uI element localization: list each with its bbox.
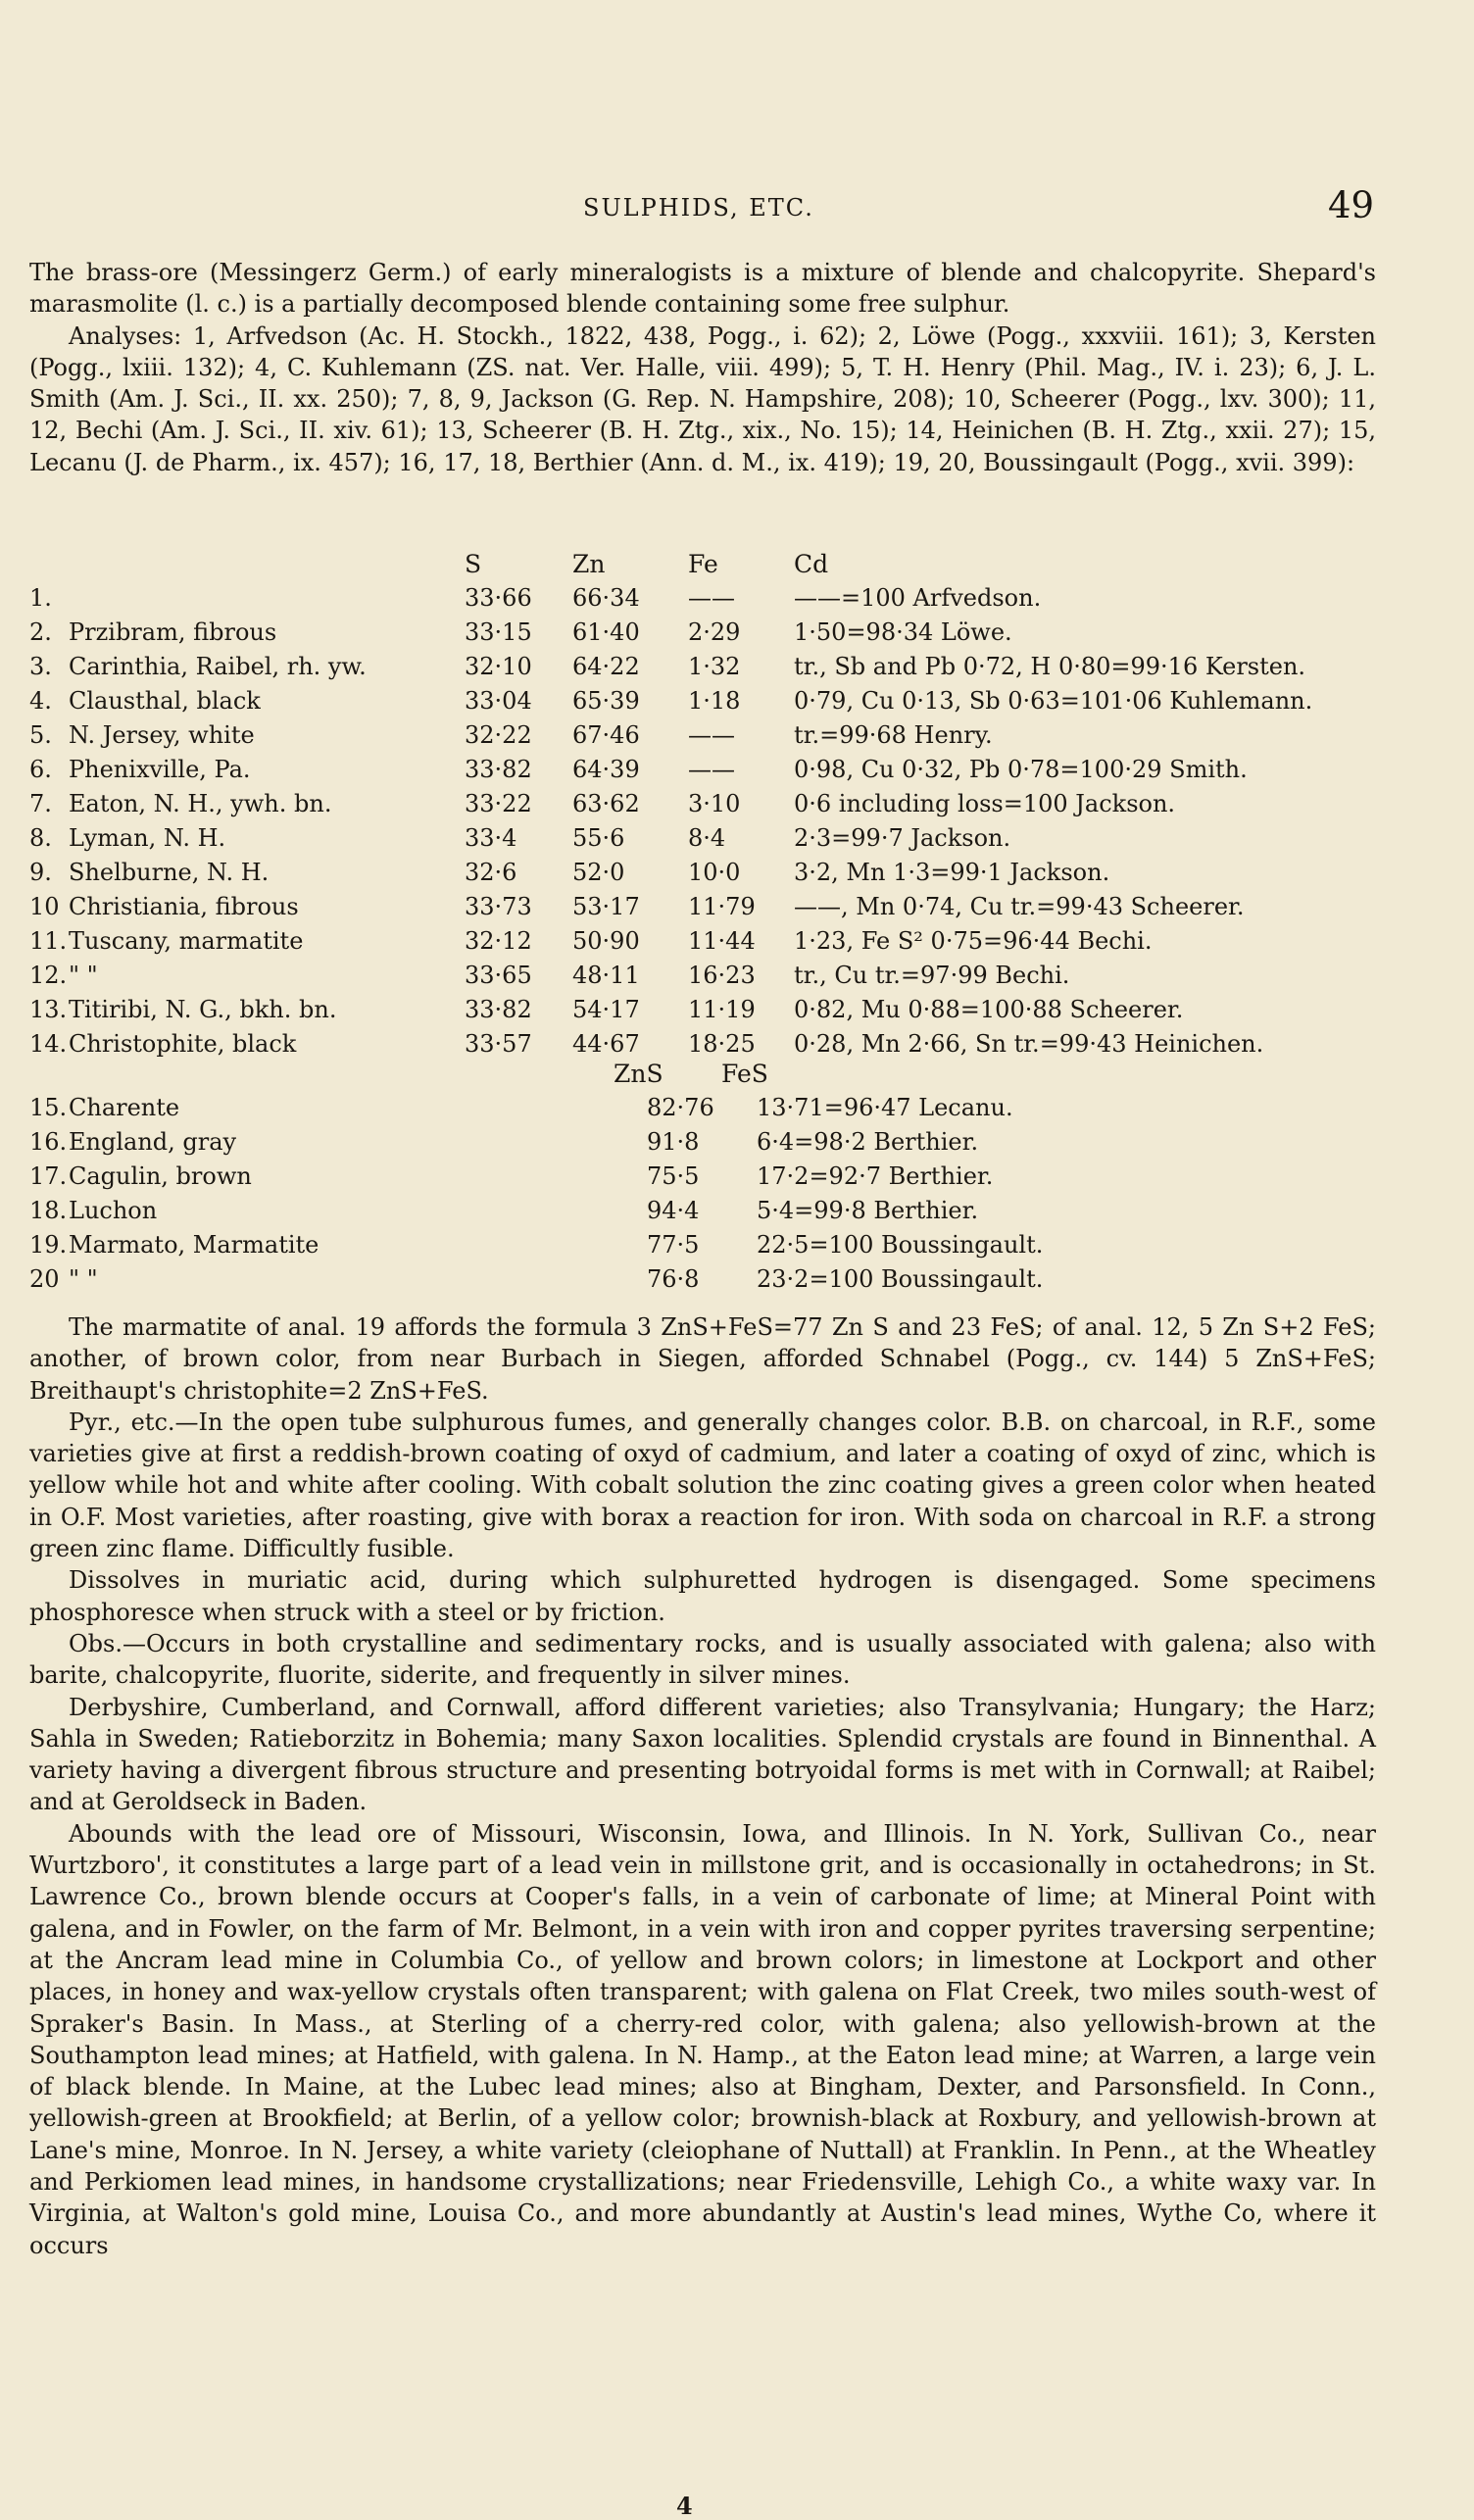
table-cell: 10 [29,893,60,920]
table-cell: 33·82 [465,756,532,783]
table-cell: 55·6 [572,824,625,852]
table-cell: 76·8 [647,1265,700,1293]
col-header-fe: Fe [688,550,718,578]
table-row [29,718,1312,753]
table-cell [29,547,69,581]
table-cell: Lyman, N. H. [69,824,226,852]
table-cell: 14. [29,1030,68,1058]
table-cell: 16. [29,1128,68,1156]
table-cell: 1·50=98·34 Löwe. [794,618,1012,646]
table-cell: 9. [29,859,52,886]
table-cell: 20 [29,1265,60,1293]
table-cell: 33·82 [465,996,532,1023]
signature-mark: 4 [676,2492,693,2520]
table-cell: Christophite, black [69,1030,297,1058]
table-cell: 11·19 [688,996,756,1023]
table-row [29,1091,1043,1125]
table-cell: 2. [29,618,52,646]
table-cell: 91·8 [647,1128,700,1156]
table-cell: 33·73 [465,893,532,920]
col-header-fes: FeS [721,1060,768,1088]
table-cell: " " [69,1265,98,1293]
table-cell: 75·5 [647,1162,700,1190]
table-cell: N. Jersey, white [69,721,255,749]
table-cell: 32·12 [465,927,532,955]
table-cell: 77·5 [647,1231,700,1259]
table-cell: 33·57 [465,1030,532,1058]
table-cell: 5. [29,721,52,749]
table-cell: 2·3=99·7 Jackson. [794,824,1011,852]
table-row [29,890,1312,924]
table-cell: 1·32 [688,653,741,680]
table-cell: 3·2, Mn 1·3=99·1 Jackson. [794,859,1110,886]
table-row [29,650,1312,684]
table-cell: 7. [29,790,52,817]
table-cell: Luchon [69,1197,158,1224]
table-row [29,616,1312,650]
table-cell: 33·65 [465,962,532,989]
table-cell: 32·10 [465,653,532,680]
table-cell: 33·15 [465,618,532,646]
table-cell: Przibram, fibrous [69,618,277,646]
table-cell: 32·22 [465,721,532,749]
table-row [29,1194,1043,1228]
table-row [29,1262,1043,1297]
table-cell: 4. [29,687,52,715]
paragraph-abounds: Abounds with the lead ore of Missouri, Wisconsin, Iowa, and Illinois. In N. York, Sullivan Co., near Wurtzboro', it constitutes a large part of a lead vein in millstone grit, and is occasionally in octahedrons; in St. Lawrence Co., brown blende occurs at Cooper's falls, in a vein of carbonate of lime; at Mineral Point with galena, and in Fowler, on the farm of Mr. Belmont, in a vein with iron and copper pyrites traversing serpentine; at the Ancram lead mine in Columbia Co., of yellow and brown colors; in limestone at Lockport and other places, in honey and wax-yellow crystals often transparent; with galena on Flat Creek, two miles south-west of Spraker's Basin. In Mass., at Sterling of a cherry-red color, with galena; also yellowish-brown at the Southampton lead mines; at Hatfield, with galena. In N. Hamp., at the Eaton lead mine; at Warren, a large vein of black blende. In Maine, at the Lubec lead mines; also at Bingham, Dexter, and Parsonsfield. In Conn., yellowish-green at Brookfield; at Berlin, of a yellow color; brownish-black at Roxbury, and yellowish-brown at Lane's mine, Monroe. In N. Jersey, a white variety (cleiophane of Nuttall) at Franklin. In Penn., at the Wheatley and Perkiomen lead mines, in handsome crystallizations; near Friedensville, Lehigh Co., a white waxy var. In Virginia, at Walton's gold mine, Louisa Co., and more abundantly at Austin's lead mines, Wythe Co, where it occurs [29,1819,1376,2259]
table-cell: 82·76 [647,1094,714,1121]
paragraph-analyses: Analyses: 1, Arfvedson (Ac. H. Stockh., 1822, 438, Pogg., i. 62); 2, Löwe (Pogg., xxxviii. 161); 3, Kersten (Pogg., lxiii. 132); 4, C. Kuhlemann (ZS. nat. Ver. Halle, viii. 499); 5, T. H. Henry (Phil. Mag., IV. i. 23); 6, J. L. Smith (Am. J. Sci., II. xx. 250); 7, 8, 9, Jackson (G. Rep. N. Hampshire, 208); 10, Scheerer (Pogg., lxv. 300); 11, 12, Bechi (Am. J. Sci., II. xiv. 61); 13, Scheerer (B. H. Ztg., xix., No. 15); 14, Heinichen (B. H. Ztg., xxii. 27); 15, Lecanu (J. de Pharm., ix. 457); 16, 17, 18, Berthier (Ann. d. M., ix. 419); 19, 20, Boussingault (Pogg., xvii. 399): [29,321,1376,476]
table-cell: 33·4 [465,824,517,852]
table-cell: ——=100 Arfvedson. [794,584,1042,612]
paragraph-derbyshire: Derbyshire, Cumberland, and Cornwall, afford different varieties; also Transylvania; Hungary; the Harz; Sahla in Sweden; Ratieborzitz in Bohemia; many Saxon localities. Splendid crystals are found in Binnenthal. A variety having a divergent fibrous structure and presenting botryoidal forms is met with in Cornwall; at Raibel; and at Geroldseck in Baden. [29,1693,1376,1816]
table-row [29,684,1312,718]
table-cell: 0·28, Mn 2·66, Sn tr.=99·43 Heinichen. [794,1030,1264,1058]
table-cell: 67·46 [572,721,640,749]
table-cell: 52·0 [572,859,625,886]
table-cell: 32·6 [465,859,517,886]
table-cell: 1·18 [688,687,741,715]
table-cell: ——, Mn 0·74, Cu tr.=99·43 Scheerer. [794,893,1245,920]
table-cell: Christiania, fibrous [69,893,299,920]
table-cell: 17. [29,1162,68,1190]
table-cell: " " [69,962,98,989]
table-cell: 33·66 [465,584,532,612]
table-cell: 16·23 [688,962,756,989]
table-cell: 6·4=98·2 Berthier. [757,1128,979,1156]
page-number: 49 [1328,184,1375,226]
col-header-cd: Cd [794,550,829,578]
table-cell: 12. [29,962,68,989]
table-row [29,993,1312,1027]
table-header-row [29,1057,768,1091]
table-cell: England, gray [69,1128,237,1156]
table-cell [29,1057,69,1091]
table-row [29,1160,1043,1194]
table-cell: —— [688,721,735,749]
paragraph-pyr: Pyr., etc.—In the open tube sulphurous fumes, and generally changes color. B.B. on charcoal, in R.F., some varieties give at first a reddish-brown coating of oxyd of cadmium, and later a coating of oxyd of zinc, which is yellow while hot and white after cooling. With cobalt solution the zinc coating gives a green color when heated in O.F. Most varieties, after roasting, give with borax a reaction for iron. With soda on charcoal in R.F. a strong green zinc flame. Difficultly fusible. [29,1408,1376,1563]
table-cell: 19. [29,1231,68,1259]
table-cell: 3·10 [688,790,741,817]
analyses-table-1 [29,547,1312,1062]
table-cell: Shelburne, N. H. [69,859,270,886]
table-cell: 11·79 [688,893,756,920]
table-cell [69,547,465,581]
table-cell: 33·22 [465,790,532,817]
col-header-zn: Zn [572,550,606,578]
table-cell: tr.=99·68 Henry. [794,721,993,749]
table-cell: 33·04 [465,687,532,715]
table-cell: 13. [29,996,68,1023]
table-cell: 8·4 [688,824,726,852]
col-header-zns: ZnS [614,1060,663,1088]
paragraph-dissolves: Dissolves in muriatic acid, during which sulphuretted hydrogen is disengaged. Some specimens phosphoresce when struck with a steel or by friction. [29,1566,1376,1626]
table-cell: 5·4=99·8 Berthier. [757,1197,979,1224]
table-row [29,856,1312,890]
paragraph-brass-ore: The brass-ore (Messingerz Germ.) of early mineralogists is a mixture of blende and chalcopyrite. Shepard's marasmolite (l. c.) is a partially decomposed blende containing some free sulphur. [29,259,1376,319]
table-cell: 64·39 [572,756,640,783]
table-cell: 11·44 [688,927,756,955]
table-cell: 1·23, Fe S² 0·75=96·44 Bechi. [794,927,1153,955]
table-cell: 10·0 [688,859,741,886]
table-cell: Carinthia, Raibel, rh. yw. [69,653,367,680]
table-cell: 48·11 [572,962,640,989]
table-cell: 3. [29,653,52,680]
table-cell: Cagulin, brown [69,1162,252,1190]
paragraph-obs: Obs.—Occurs in both crystalline and sedimentary rocks, and is usually associated with galena; also with barite, chalcopyrite, fluorite, siderite, and frequently in silver mines. [29,1629,1376,1690]
table-cell: Clausthal, black [69,687,261,715]
table-cell: 15. [29,1094,68,1121]
table-cell: 8. [29,824,52,852]
table-cell: 17·2=92·7 Berthier. [757,1162,994,1190]
table-row [29,1125,1043,1160]
table-cell: 64·22 [572,653,640,680]
analyses-table-2 [29,1057,768,1091]
table-cell: 13·71=96·47 Lecanu. [757,1094,1013,1121]
table-cell: 0·6 including loss=100 Jackson. [794,790,1176,817]
table-cell: —— [688,584,735,612]
table-row [29,753,1312,787]
table-cell: Phenixville, Pa. [69,756,251,783]
table-row [29,581,1312,616]
col-header-s: S [465,550,482,578]
table-cell: 0·79, Cu 0·13, Sb 0·63=101·06 Kuhlemann. [794,687,1313,715]
table-cell: 50·90 [572,927,640,955]
paragraph-marmatite: The marmatite of anal. 19 affords the formula 3 ZnS+FeS=77 Zn S and 23 FeS; of anal. 12, 5 Zn S+2 FeS; another, of brown color, from near Burbach in Siegen, afforded Schnabel (Pogg., cv. 144) 5 ZnS+FeS; Breithaupt's christophite=2 ZnS+FeS. [29,1313,1376,1405]
table-cell: 18·25 [688,1030,756,1058]
analyses-table-2-rows [29,1091,1043,1297]
intro-text [29,257,1376,478]
table-header-row [29,547,1312,581]
table-row [29,959,1312,993]
table-cell: 22·5=100 Boussingault. [757,1231,1044,1259]
table-cell: 61·40 [572,618,640,646]
table-cell: 0·82, Mu 0·88=100·88 Scheerer. [794,996,1184,1023]
table-row [29,1228,1043,1262]
table-cell: 63·62 [572,790,640,817]
running-header [0,184,1474,243]
table-cell: 0·98, Cu 0·32, Pb 0·78=100·29 Smith. [794,756,1248,783]
table-cell: tr., Sb and Pb 0·72, H 0·80=99·16 Kersten. [794,653,1306,680]
table-cell: Marmato, Marmatite [69,1231,319,1259]
table-cell: 1. [29,584,52,612]
table-cell: 2·29 [688,618,741,646]
table-row [29,924,1312,959]
table-cell: 6. [29,756,52,783]
running-title: SULPHIDS, ETC. [583,194,814,222]
table-cell: Eaton, N. H., ywh. bn. [69,790,332,817]
table-cell: —— [688,756,735,783]
table-cell: Charente [69,1094,180,1121]
table-cell: 23·2=100 Boussingault. [757,1265,1044,1293]
table-cell: 66·34 [572,584,640,612]
table-cell: tr., Cu tr.=97·99 Bechi. [794,962,1070,989]
table-cell: 65·39 [572,687,640,715]
table-cell: Titiribi, N. G., bkh. bn. [69,996,337,1023]
table-cell: 11. [29,927,68,955]
body-text [29,1311,1376,2261]
table-cell: 54·17 [572,996,640,1023]
table-row [29,821,1312,856]
table-row [29,787,1312,821]
table-cell: 53·17 [572,893,640,920]
table-cell: 44·67 [572,1030,640,1058]
table-cell: 94·4 [647,1197,700,1224]
table-cell [69,581,465,616]
table-cell: 18. [29,1197,68,1224]
table-cell: Tuscany, marmatite [69,927,304,955]
